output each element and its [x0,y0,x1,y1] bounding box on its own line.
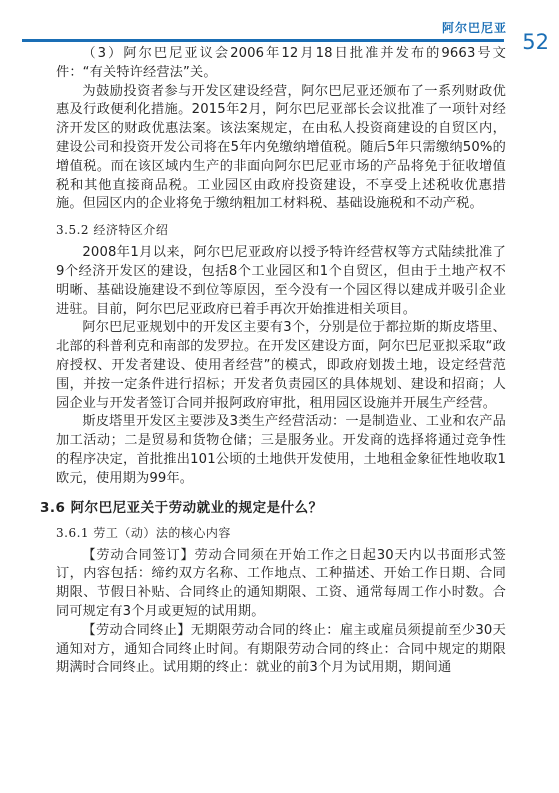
subsection-heading: 3.6.1 劳工（动）法的核心内容 [56,525,231,540]
page-content [40,45,506,678]
paragraph: 为鼓励投资者参与开发区建设经营，阿尔巴尼亚还颁布了一系列财政优惠及行政便利化措施。2015年2月，阿尔巴尼亚部长会议批准了一项针对经济开发区的财政优惠法案。该法案规定，在由私人投资商建设的自贸区内，建设公司和投资开发公司将在5年内免缴纳增值税。随后5年只需缴纳50%的增值税。而在该区域内生产的非面向阿尔巴尼亚市场的产品将免于征收增值税和其他直接商品税。工业园区由政府投资建设，不享受上述税收优惠措施。但园区内的企业将免于缴纳粗加工材料税、基础设施税和不动产税。 [56,83,506,212]
paragraph: 【劳动合同终止】无期限劳动合同的终止：雇主或雇员须提前至少30天通知对方，通知合同终止时间。有期限劳动合同的终止：合同中规定的期限期满时合同终止。试用期的终止：就业的前3个月为试用期，期间通 [56,622,506,676]
page-number: 52 [522,30,549,54]
header-title: 阿尔巴尼亚 [441,21,507,35]
subsection-heading: 3.5.2 经济特区介绍 [56,223,169,238]
paragraph: 【劳动合同签订】劳动合同须在开始工作之日起30天内以书面形式签订，内容包括：缔约双方名称、工作地点、工种描述、开始工作日期、合同期限、节假日补贴、合同终止的通知期限、工资、通常每周工作小时数。合同可规定有3个月或更短的试用期。 [56,547,506,619]
paragraph: 斯皮塔里开发区主要涉及3类生产经营活动：一是制造业、工业和农产品加工活动；二是贸易和货物仓储；三是服务业。开发商的选择将通过竞争性的程序决定，首批推出101公顷的土地供开发使用，土地租金象征性地收取1欧元，使用期为99年。 [56,414,506,486]
paragraph: 2008年1月以来，阿尔巴尼亚政府以授予特许经营权等方式陆续批准了9个经济开发区的建设，包括8个工业园区和1个自贸区，但由于土地产权不明晰、基础设施建设不到位等原因，至今没有一个园区得以建成并吸引企业进驻。目前，阿尔巴尼亚政府已着手再次开始推进相关项目。 [56,245,506,317]
section-heading: 3.6 阿尔巴尼亚关于劳动就业的规定是什么？ [40,499,323,516]
paragraph: 阿尔巴尼亚规划中的开发区主要有3个，分别是位于都拉斯的斯皮塔里、北部的科普利克和南部的发罗拉。在开发区建设方面，阿尔巴尼亚拟采取“政府授权、开发者建设、使用者经营”的模式，即政府划拨土地，设定经营范围，并按一定条件进行招标；开发者负责园区的具体规划、建设和招商；人园企业与开发者签订合同并报阿政府审批，租用园区设施并开展生产经营。 [56,320,506,411]
paragraph: （3）阿尔巴尼亚议会2006年12月18日批准并发布的9663号文件：“有关特许经营法”关。 [56,46,506,80]
header-rule [22,39,504,42]
